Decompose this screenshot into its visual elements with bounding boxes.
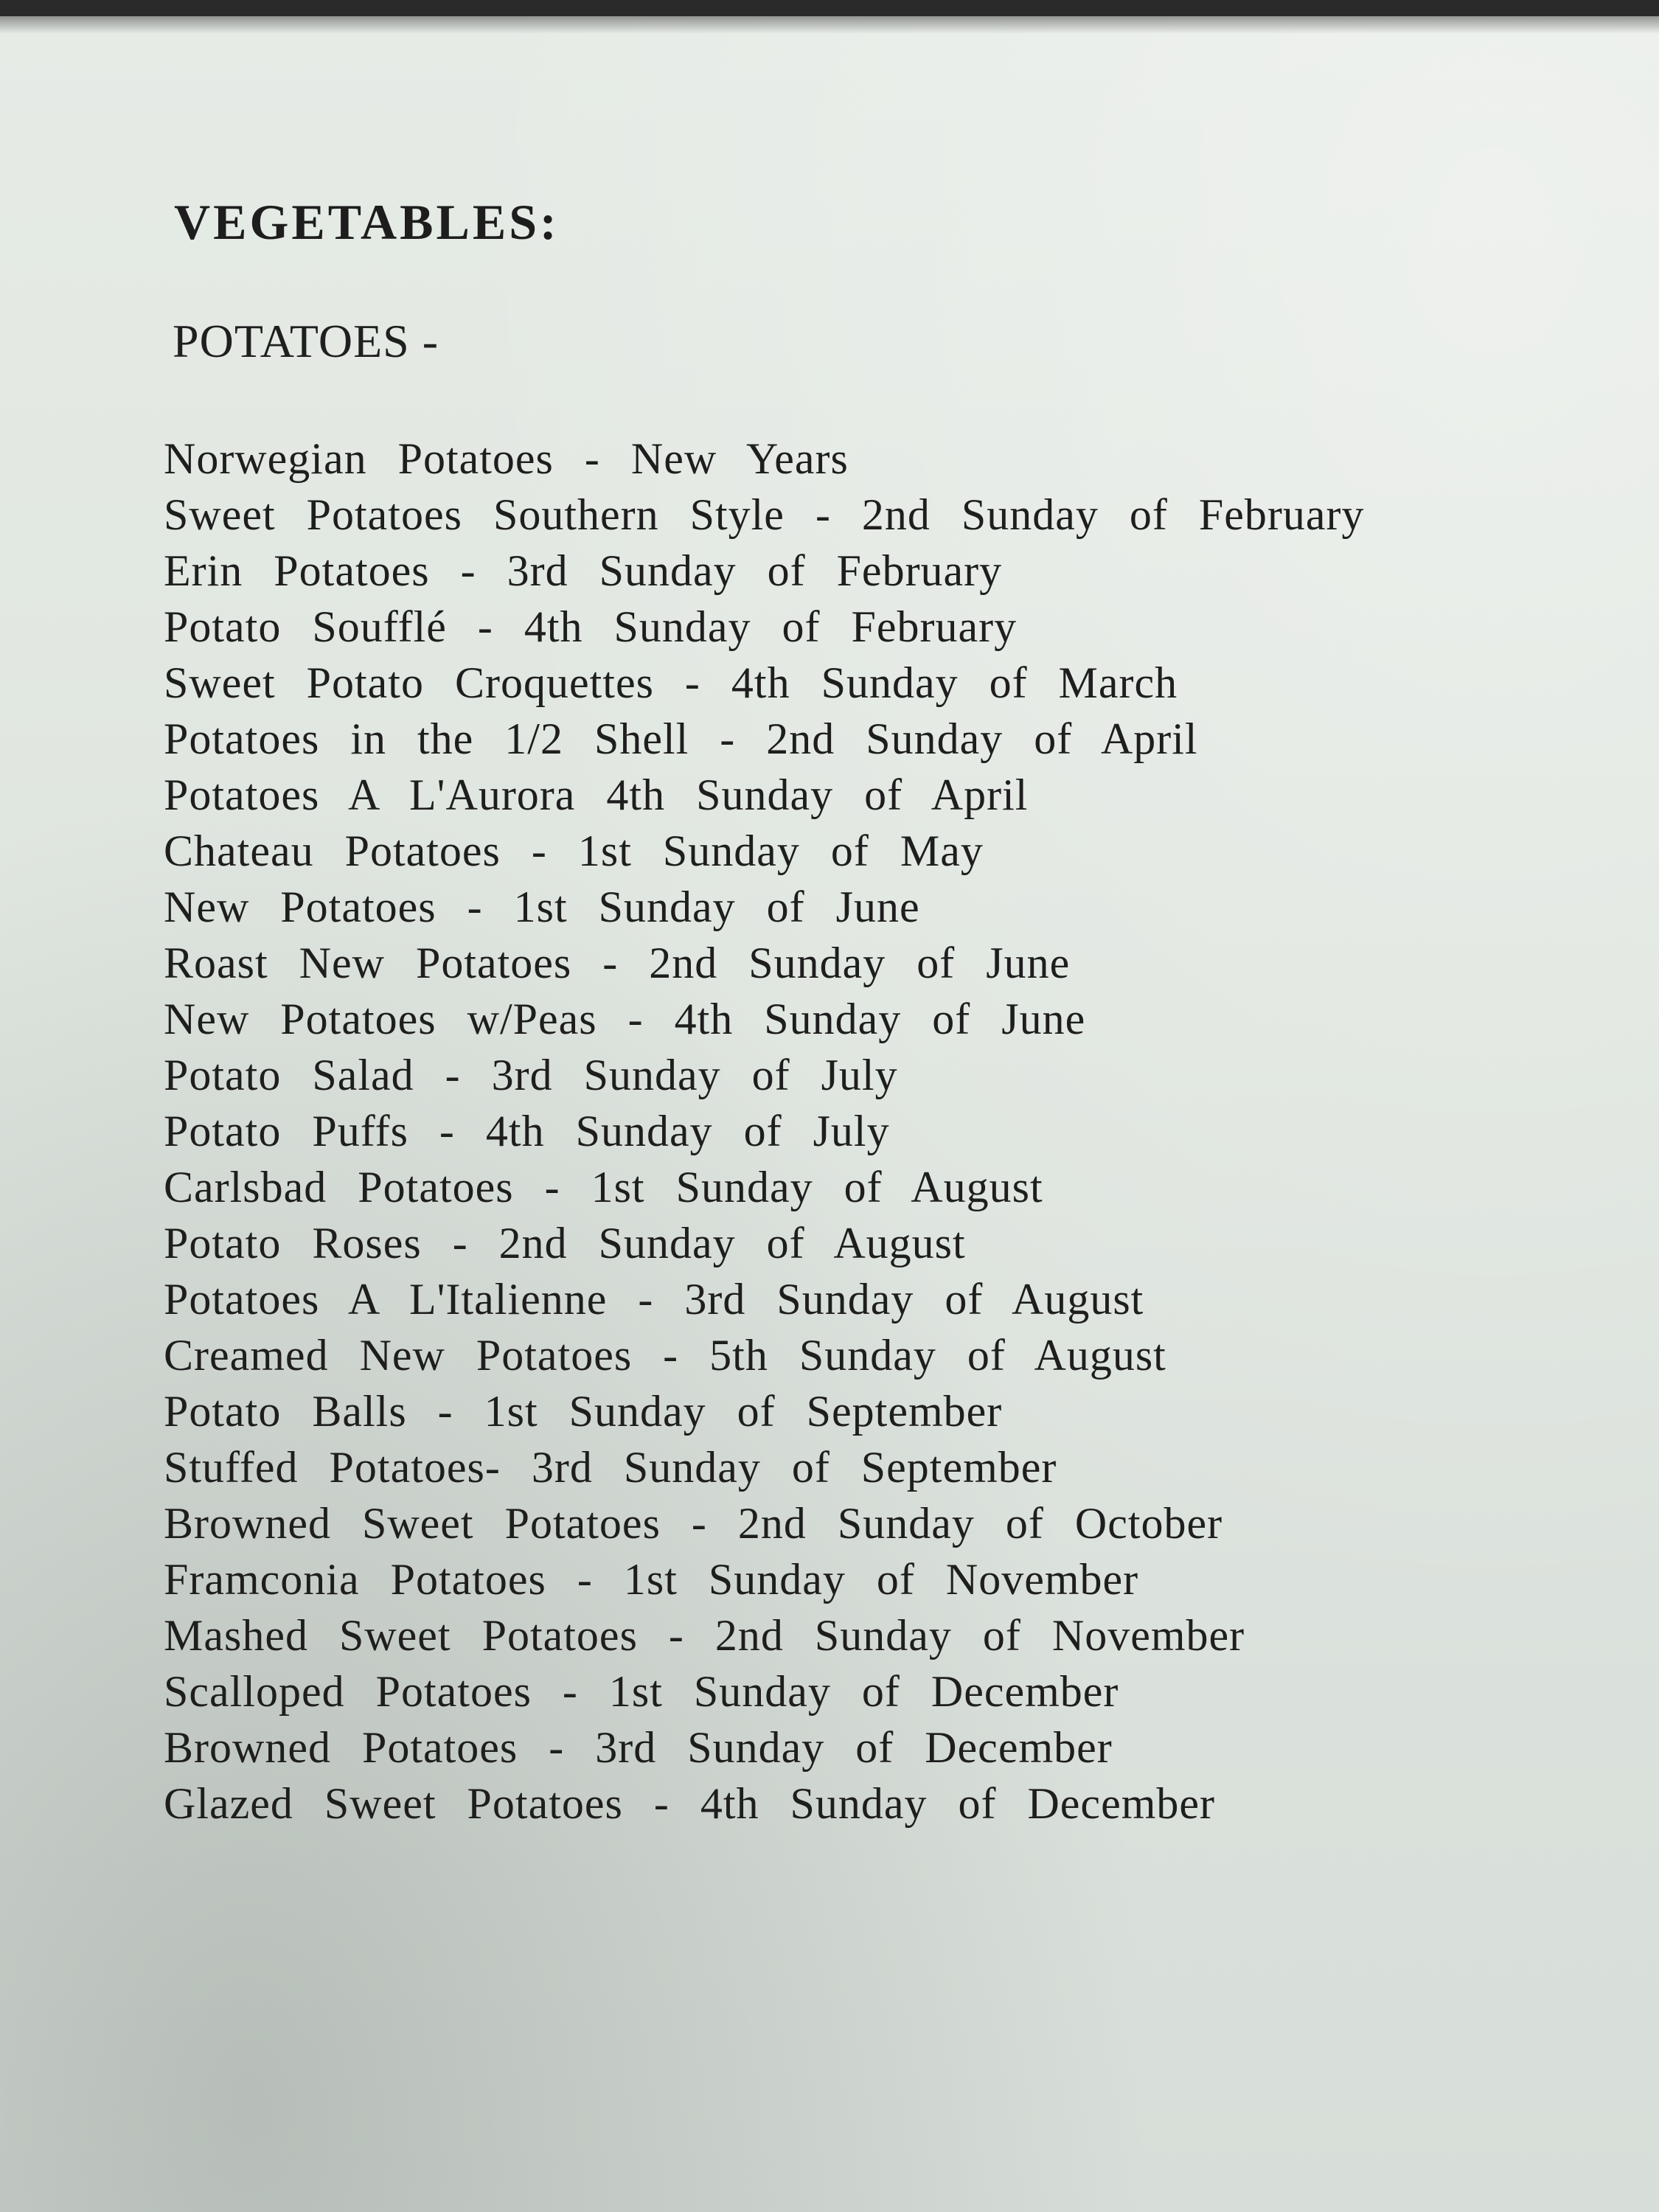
list-item: Erin Potatoes - 3rd Sunday of February bbox=[164, 546, 1003, 595]
list-item: Scalloped Potatoes - 1st Sunday of December bbox=[164, 1667, 1119, 1716]
list-item: Browned Potatoes - 3rd Sunday of December bbox=[164, 1723, 1113, 1772]
list-item: Potato Puffs - 4th Sunday of July bbox=[164, 1107, 890, 1155]
list-item: Glazed Sweet Potatoes - 4th Sunday of December bbox=[164, 1779, 1215, 1828]
list-item: Potato Salad - 3rd Sunday of July bbox=[164, 1051, 898, 1099]
list-item: Norwegian Potatoes - New Years bbox=[164, 434, 849, 483]
list-item: Framconia Potatoes - 1st Sunday of November bbox=[164, 1555, 1139, 1604]
potato-dish-list bbox=[164, 431, 1365, 1832]
list-item: Potato Soufflé - 4th Sunday of February bbox=[164, 602, 1018, 651]
list-item: Sweet Potato Croquettes - 4th Sunday of March bbox=[164, 658, 1178, 707]
list-item: Stuffed Potatoes- 3rd Sunday of September bbox=[164, 1443, 1057, 1492]
list-item: New Potatoes w/Peas - 4th Sunday of June bbox=[164, 995, 1086, 1043]
list-item: Browned Sweet Potatoes - 2nd Sunday of October bbox=[164, 1499, 1223, 1548]
list-item: Roast New Potatoes - 2nd Sunday of June bbox=[164, 939, 1071, 987]
list-item: Potato Balls - 1st Sunday of September bbox=[164, 1387, 1003, 1436]
list-item: Mashed Sweet Potatoes - 2nd Sunday of November bbox=[164, 1611, 1245, 1660]
list-item: Carlsbad Potatoes - 1st Sunday of August bbox=[164, 1163, 1043, 1211]
list-item: New Potatoes - 1st Sunday of June bbox=[164, 883, 920, 931]
section-heading: VEGETABLES: bbox=[174, 194, 560, 250]
list-item: Chateau Potatoes - 1st Sunday of May bbox=[164, 827, 984, 875]
list-item: Potatoes A L'Italienne - 3rd Sunday of August bbox=[164, 1275, 1144, 1324]
list-item: Potato Roses - 2nd Sunday of August bbox=[164, 1219, 966, 1267]
list-item: Creamed New Potatoes - 5th Sunday of August bbox=[164, 1331, 1166, 1380]
document-page bbox=[0, 16, 1659, 2212]
list-item: Potatoes in the 1/2 Shell - 2nd Sunday of April bbox=[164, 714, 1198, 763]
page-edge-shadow bbox=[0, 16, 1659, 34]
list-item: Sweet Potatoes Southern Style - 2nd Sunday of February bbox=[164, 490, 1365, 539]
category-heading: POTATOES - bbox=[173, 315, 439, 367]
list-item: Potatoes A L'Aurora 4th Sunday of April bbox=[164, 771, 1029, 819]
